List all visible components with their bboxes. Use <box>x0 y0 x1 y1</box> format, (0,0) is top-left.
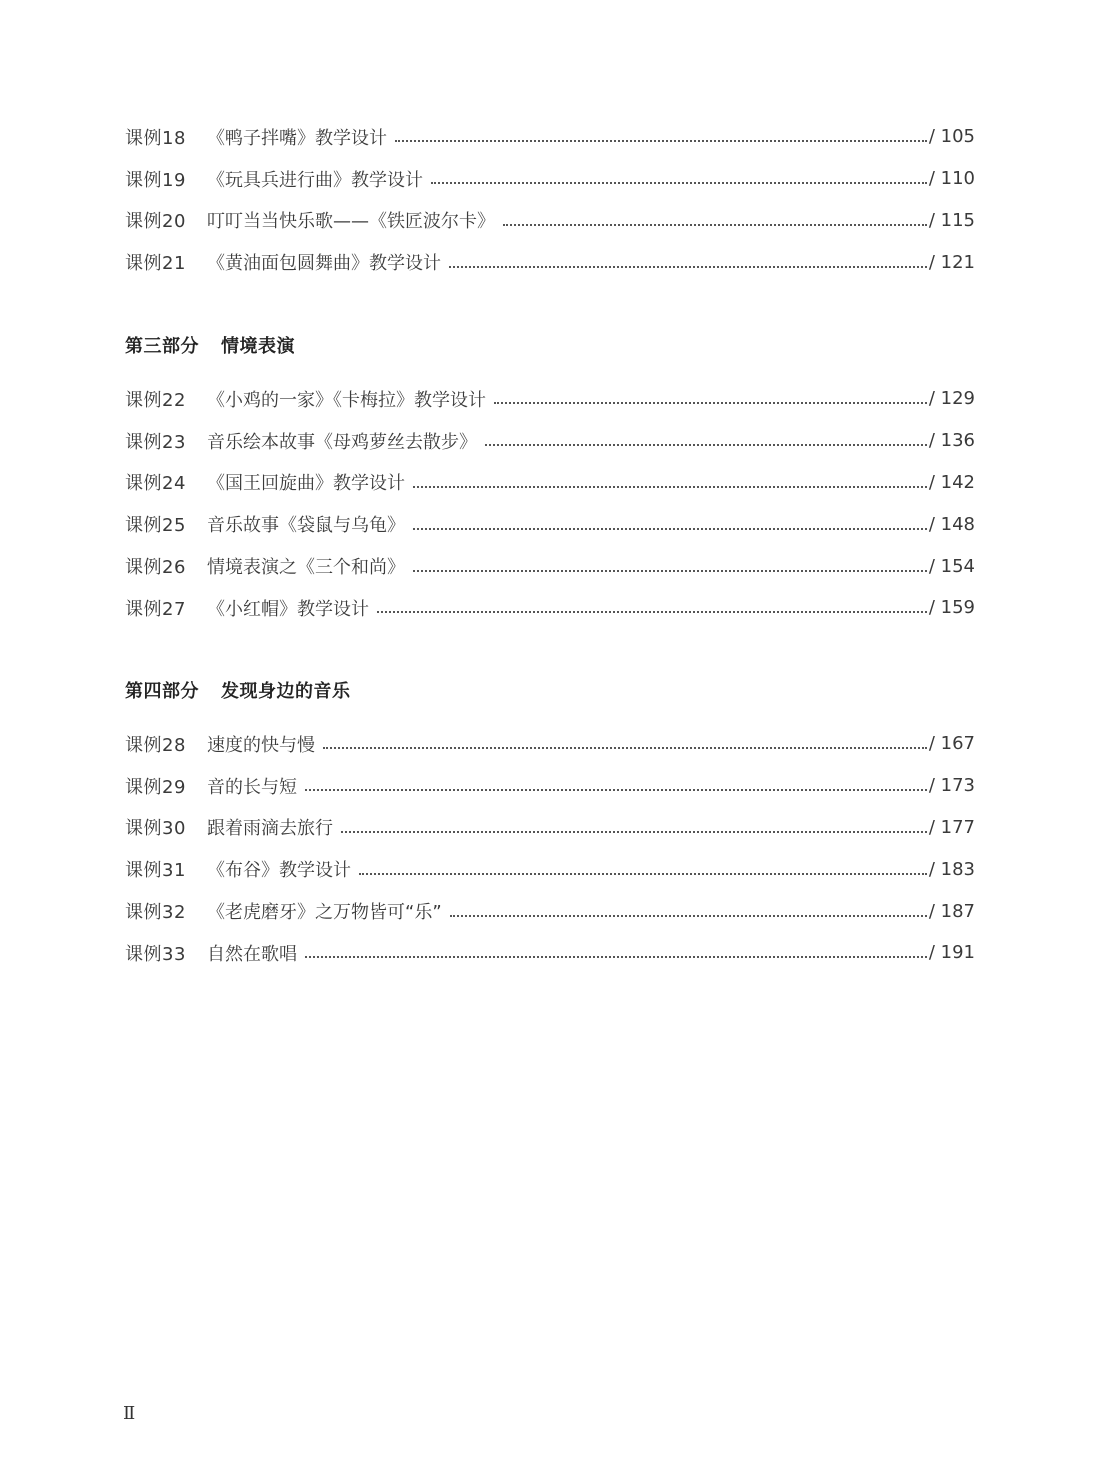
lesson-number: 课例18 <box>125 127 186 149</box>
lesson-number: 课例31 <box>125 860 186 882</box>
dot-leader <box>395 139 927 142</box>
toc-group-1 <box>125 116 975 283</box>
toc-entry[interactable] <box>125 545 975 587</box>
lesson-number: 课例30 <box>125 818 186 840</box>
page-number: / 191 <box>928 942 975 964</box>
dot-leader <box>450 914 927 917</box>
lesson-number: 课例19 <box>125 169 186 191</box>
lesson-number: 课例23 <box>125 431 186 453</box>
lesson-number: 课例22 <box>125 389 186 411</box>
lesson-title: 《小鸡的一家》《卡梅拉》教学设计 <box>207 389 486 411</box>
toc-entry[interactable] <box>125 116 975 158</box>
dot-leader <box>494 401 927 404</box>
lesson-title: 速度的快与慢 <box>207 734 315 756</box>
lesson-title: 音乐故事《袋鼠与乌龟》 <box>207 515 405 537</box>
lesson-number: 课例29 <box>125 776 186 798</box>
toc-entry[interactable] <box>125 420 975 462</box>
part-label: 第四部分 <box>125 681 199 702</box>
lesson-title: 《黄油面包圆舞曲》教学设计 <box>207 253 441 275</box>
page-number: / 187 <box>928 900 975 922</box>
page-number: / 105 <box>928 126 975 148</box>
lesson-title: 《布谷》教学设计 <box>207 860 351 882</box>
toc-entry[interactable] <box>125 200 975 242</box>
lesson-title: 自然在歌唱 <box>207 943 297 965</box>
lesson-title: 情境表演之《三个和尚》 <box>207 557 405 579</box>
lesson-title: 《鸭子拌嘴》教学设计 <box>207 127 387 149</box>
toc-entry[interactable] <box>125 807 975 849</box>
toc-entry[interactable] <box>125 848 975 890</box>
toc-entry[interactable] <box>125 723 975 765</box>
toc-group-3 <box>125 723 975 974</box>
toc-entry[interactable] <box>125 462 975 504</box>
dot-leader <box>413 485 927 488</box>
lesson-title: 《国王回旋曲》教学设计 <box>207 473 405 495</box>
page-number: / 129 <box>928 388 975 410</box>
page-number: / 159 <box>928 597 975 619</box>
toc-entry[interactable] <box>125 503 975 545</box>
toc-entry[interactable] <box>125 241 975 283</box>
lesson-number: 课例24 <box>125 473 186 495</box>
dot-leader <box>359 872 927 875</box>
page-number: / 121 <box>928 251 975 273</box>
part-name: 情境表演 <box>221 336 295 357</box>
part-label: 第三部分 <box>125 336 199 357</box>
toc-entry[interactable] <box>125 587 975 629</box>
lesson-title: 音乐绘本故事《母鸡萝丝去散步》 <box>207 431 477 453</box>
dot-leader <box>323 746 927 749</box>
toc-group-2 <box>125 378 975 629</box>
toc-entry[interactable] <box>125 378 975 420</box>
dot-leader <box>503 223 927 226</box>
lesson-title: 跟着雨滴去旅行 <box>207 818 333 840</box>
dot-leader <box>413 527 927 530</box>
lesson-title: 《玩具兵进行曲》教学设计 <box>207 169 423 191</box>
lesson-number: 课例25 <box>125 515 186 537</box>
lesson-title: 音的长与短 <box>207 776 297 798</box>
page-number: / 148 <box>928 513 975 535</box>
lesson-number: 课例32 <box>125 902 186 924</box>
page-number: / 173 <box>928 775 975 797</box>
lesson-title: 《小红帽》教学设计 <box>207 598 369 620</box>
section-heading-part-4 <box>125 677 975 707</box>
lesson-number: 课例28 <box>125 734 186 756</box>
lesson-number: 课例20 <box>125 211 186 233</box>
lesson-title: 《老虎磨牙》之万物皆可“乐” <box>207 902 442 924</box>
page-number: / 154 <box>928 555 975 577</box>
lesson-number: 课例26 <box>125 557 186 579</box>
dot-leader <box>449 265 927 268</box>
lesson-number: 课例27 <box>125 598 186 620</box>
page-number: / 115 <box>928 209 975 231</box>
page-folio: Ⅱ <box>123 1403 136 1424</box>
dot-leader <box>485 443 927 446</box>
section-heading-part-3 <box>125 332 975 362</box>
dot-leader <box>341 830 927 833</box>
toc-entry[interactable] <box>125 890 975 932</box>
toc-entry[interactable] <box>125 158 975 200</box>
page-number: / 167 <box>928 733 975 755</box>
page-number: / 142 <box>928 471 975 493</box>
dot-leader <box>305 788 927 791</box>
part-name: 发现身边的音乐 <box>221 681 351 702</box>
lesson-title: 叮叮当当快乐歌——《铁匠波尔卡》 <box>207 211 495 233</box>
toc-entry[interactable] <box>125 932 975 974</box>
page-number: / 110 <box>928 168 975 190</box>
lesson-number: 课例33 <box>125 943 186 965</box>
page-number: / 136 <box>928 430 975 452</box>
dot-leader <box>377 610 927 613</box>
dot-leader <box>413 569 927 572</box>
page-number: / 183 <box>928 858 975 880</box>
page-number: / 177 <box>928 816 975 838</box>
lesson-number: 课例21 <box>125 253 186 275</box>
dot-leader <box>305 955 927 958</box>
toc-entry[interactable] <box>125 765 975 807</box>
dot-leader <box>431 181 927 184</box>
